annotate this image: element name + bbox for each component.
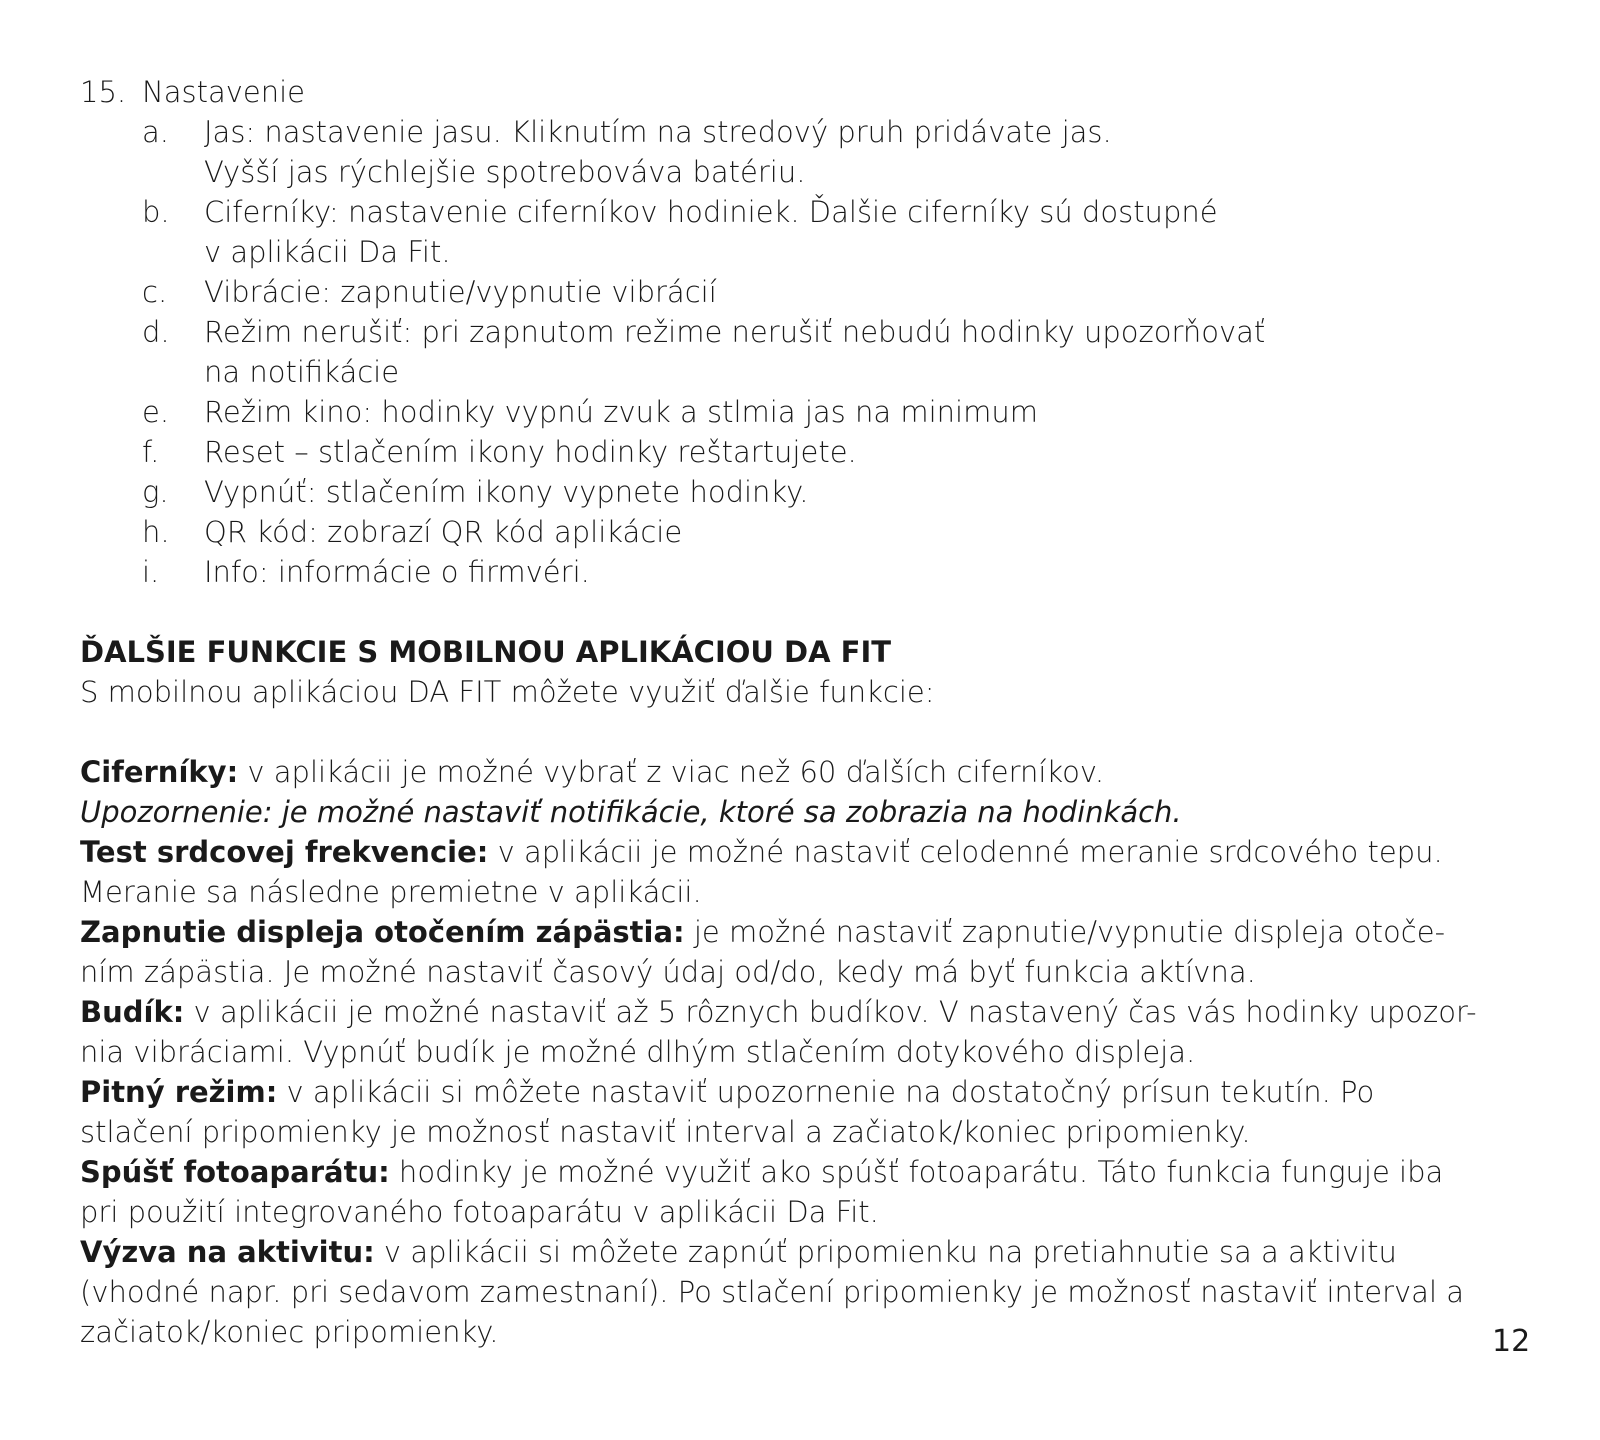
feature-heart-text-1: v aplikácii je možné nastaviť celodenné meranie srdcového tepu. (488, 835, 1443, 869)
feature-heart (80, 832, 1443, 872)
page-number: 12 (1492, 1324, 1531, 1359)
feature-drink-text-2: stlačení pripomienky je možnosť nastaviť interval a začiatok/koniec pripomienky. (80, 1115, 1251, 1149)
feature-camera (80, 1152, 1443, 1192)
item-marker-h: h. (142, 515, 170, 549)
feature-camera-label: Spúšť fotoaparátu: (80, 1155, 390, 1189)
feature-alarm-text-1: v aplikácii je možné nastaviť až 5 rôznych budíkov. V nastavený čas vás hodinky upozor- (184, 995, 1477, 1029)
item-g-line-1: Vypnúť: stlačením ikony vypnete hodinky. (204, 475, 809, 509)
item-c-line-1: Vibrácie: zapnutie/vypnutie vibrácií (204, 275, 717, 309)
feature-wrist (80, 912, 1445, 952)
item-d-line-2: na notifikácie (204, 355, 400, 389)
feature-activity-text-1: v aplikácii si môžete zapnúť pripomienku na pretiahnutie sa a aktivitu (374, 1235, 1397, 1269)
feature-activity-label: Výzva na aktivitu: (80, 1235, 375, 1269)
feature-wrist-label: Zapnutie displeja otočením zápästia: (80, 915, 685, 949)
item-d-line-1: Režim nerušiť: pri zapnutom režime nerušiť nebudú hodinky upozorňovať (204, 315, 1266, 349)
feature-alarm-label: Budík: (80, 995, 185, 1029)
feature-watchfaces-label: Ciferníky: (80, 755, 239, 789)
feature-heart-text-2: Meranie sa následne premietne v aplikácii. (80, 875, 702, 909)
list-title: Nastavenie (142, 75, 305, 109)
item-marker-b: b. (142, 195, 170, 229)
item-b-line-1: Ciferníky: nastavenie ciferníkov hodiniek. Ďalšie ciferníky sú dostupné (204, 195, 1218, 229)
feature-activity-text-2: (vhodné napr. pri sedavom zamestnaní). Po stlačení pripomienky je možnosť nastaviť interval a (80, 1275, 1464, 1309)
feature-wrist-text-2: ním zápästia. Je možné nastaviť časový údaj od/do, kedy má byť funkcia aktívna. (80, 955, 1256, 989)
item-h-line-1: QR kód: zobrazí QR kód aplikácie (204, 515, 683, 549)
feature-heart-label: Test srdcovej frekvencie: (80, 835, 489, 869)
feature-camera-text-1: hodinky je možné využiť ako spúšť fotoaparátu. Táto funkcia funguje iba (389, 1155, 1444, 1189)
feature-watchfaces-text: v aplikácii je možné vybrať z viac než 60 ďalších ciferníkov. (238, 755, 1105, 789)
feature-drink (80, 1072, 1374, 1112)
feature-activity (80, 1232, 1397, 1272)
item-f-line-1: Reset – stlačením ikony hodinky reštartujete. (204, 435, 857, 469)
feature-alarm-text-2: nia vibráciami. Vypnúť budík je možné dlhým stlačením dotykového displeja. (80, 1035, 1196, 1069)
section-intro: S mobilnou aplikáciou DA FIT môžete využiť ďalšie funkcie: (80, 675, 935, 709)
item-marker-a: a. (142, 115, 169, 149)
item-e-line-1: Režim kino: hodinky vypnú zvuk a stlmia jas na minimum (204, 395, 1038, 429)
item-marker-f: f. (142, 435, 160, 469)
item-marker-g: g. (142, 475, 169, 509)
item-marker-c: c. (142, 275, 168, 309)
feature-activity-text-3: začiatok/koniec pripomienky. (80, 1315, 499, 1349)
feature-drink-text-1: v aplikácii si môžete nastaviť upozornenie na dostatočný prísun tekutín. Po (277, 1075, 1375, 1109)
notice-text: Upozornenie: je možné nastaviť notifikácie, ktoré sa zobrazia na hodinkách. (80, 795, 1182, 829)
item-marker-d: d. (142, 315, 170, 349)
feature-alarm (80, 992, 1477, 1032)
feature-wrist-text-1: je možné nastaviť zapnutie/vypnutie displeja otoče- (684, 915, 1446, 949)
item-a-line-1: Jas: nastavenie jasu. Kliknutím na stredový pruh pridávate jas. (204, 115, 1112, 149)
feature-camera-text-2: pri použití integrovaného fotoaparátu v aplikácii Da Fit. (80, 1195, 879, 1229)
list-number: 15. (80, 75, 127, 109)
section-heading: ĎALŠIE FUNKCIE S MOBILNOU APLIKÁCIOU DA FIT (80, 635, 892, 669)
feature-watchfaces (80, 752, 1104, 792)
item-marker-e: e. (142, 395, 170, 429)
item-a-line-2: Vyšší jas rýchlejšie spotrebováva batériu. (204, 155, 806, 189)
feature-drink-label: Pitný režim: (80, 1075, 278, 1109)
item-b-line-2: v aplikácii Da Fit. (204, 235, 451, 269)
item-marker-i: i. (142, 555, 160, 589)
item-i-line-1: Info: informácie o firmvéri. (204, 555, 590, 589)
